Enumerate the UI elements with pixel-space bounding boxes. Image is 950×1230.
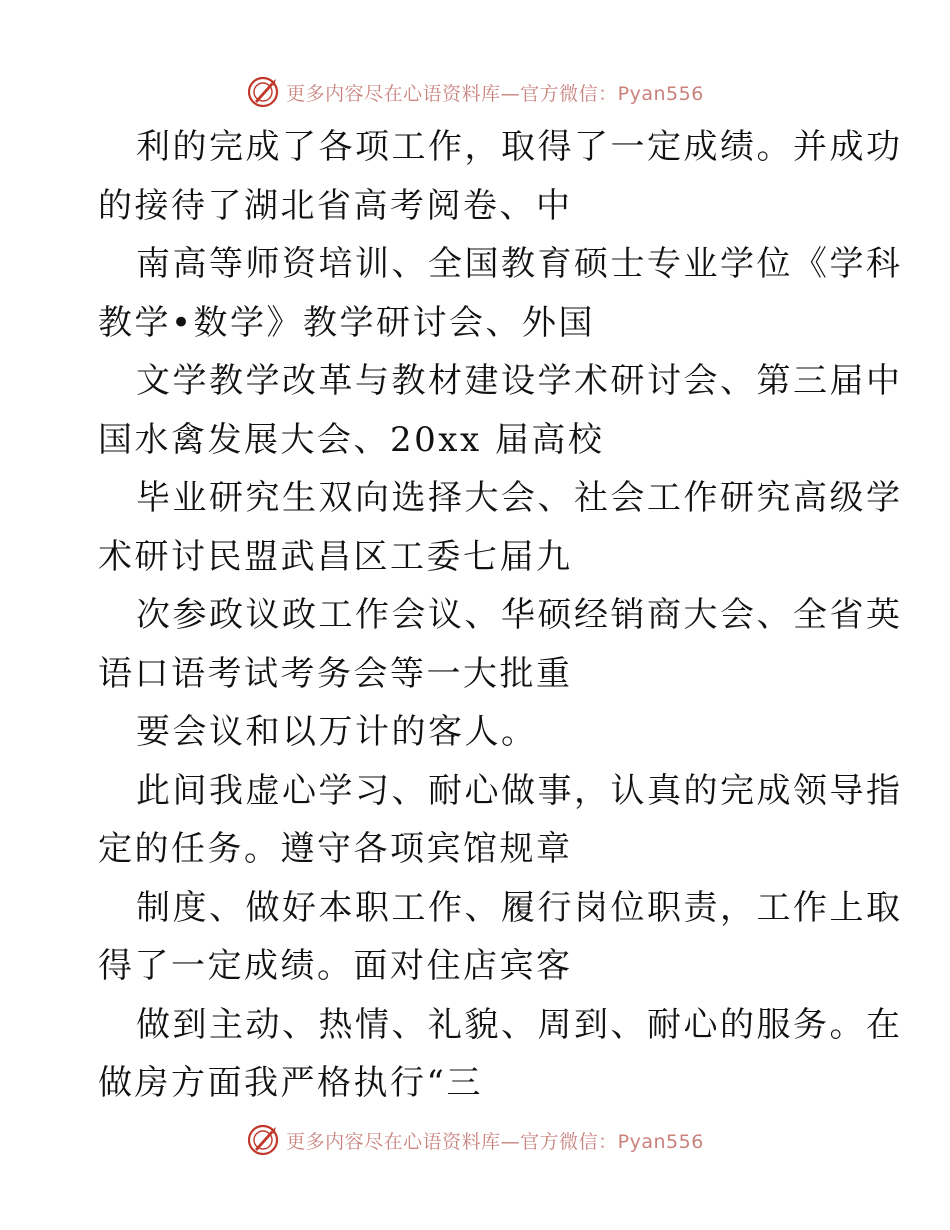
text-line: 毕业研究生双向选择大会、社会工作研究高级学 — [136, 478, 903, 518]
text-line: 定的任务。遵守各项宾馆规章 — [98, 829, 573, 869]
text-line: 得了一定成绩。面对住店宾客 — [98, 946, 573, 986]
text-line: 做房方面我严格执行“三 — [98, 1063, 483, 1103]
text-line: 此间我虚心学习、耐心做事，认真的完成领导指 — [136, 770, 903, 811]
header-banner — [0, 72, 950, 112]
text-line: 教学•数学》教学研讨会、外国 — [98, 302, 596, 343]
text-line: 做到主动、热情、礼貌、周到、耐心的服务。在 — [136, 1004, 903, 1045]
text-line: 制度、做好本职工作、履行岗位职责，工作上取 — [136, 887, 903, 928]
text-line: 要会议和以万计的客人。 — [136, 712, 538, 752]
header-banner-text: 更多内容尽在心语资料库—官方微信：Pyan556 — [286, 82, 704, 105]
text-line: 利的完成了各项工作，取得了一定成绩。并成功 — [136, 127, 903, 167]
text-line: 文学教学改革与教材建设学术研讨会、第三届中 — [136, 361, 903, 401]
footer-banner — [0, 1120, 950, 1160]
text-line: 南高等师资培训、全国教育硕士专业学位《学科 — [136, 244, 903, 284]
text-line: 的接待了湖北省高考阅卷、中 — [98, 185, 573, 226]
quill-seal-icon — [246, 75, 280, 109]
text-line: 国水禽发展大会、20xx 届高校 — [98, 419, 605, 460]
text-line: 语口语考试考务会等一大批重 — [98, 653, 573, 694]
text-line: 术研讨民盟武昌区工委七届九 — [98, 536, 573, 577]
quill-seal-icon — [246, 1123, 280, 1157]
document-body — [98, 118, 903, 1113]
text-line: 次参政议政工作会议、华硕经销商大会、全省英 — [136, 595, 903, 635]
footer-banner-text: 更多内容尽在心语资料库—官方微信：Pyan556 — [286, 1130, 704, 1153]
